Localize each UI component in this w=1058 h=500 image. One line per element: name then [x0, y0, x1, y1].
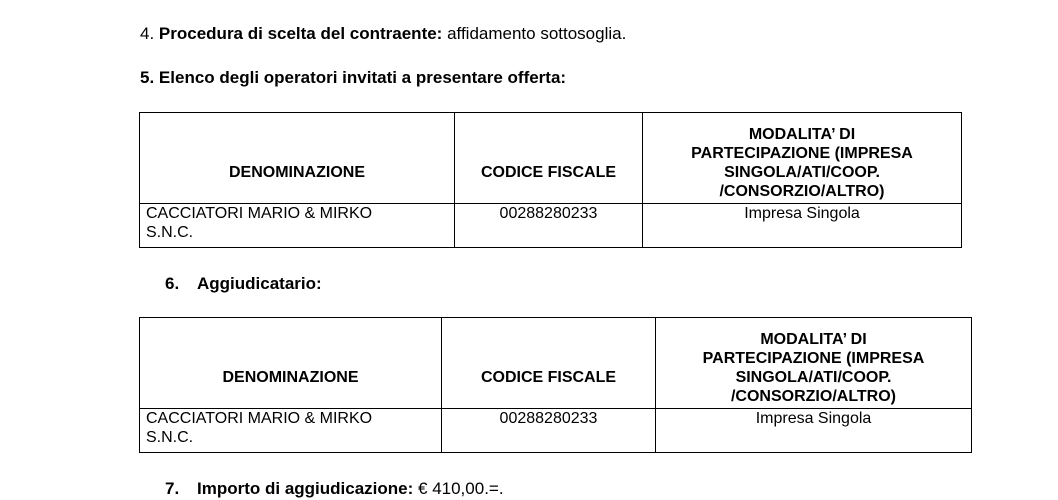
- table-row: [140, 409, 972, 453]
- cell-modalita: Impresa Singola: [643, 204, 962, 248]
- table-row: [140, 204, 962, 248]
- table-header-row: [140, 113, 962, 204]
- table-header-row: [140, 318, 972, 409]
- item-4-number: 4.: [140, 24, 155, 43]
- item-7-number: 7.: [165, 479, 180, 498]
- header-denominazione: DENOMINAZIONE: [140, 318, 442, 409]
- header-modalita: MODALITA’ DI PARTECIPAZIONE (IMPRESA SINGOLA/ATI/COOP. /CONSORZIO/ALTRO): [643, 113, 962, 204]
- item-7-label: Importo di aggiudicazione:: [197, 479, 414, 498]
- cell-codice-fiscale: 00288280233: [455, 204, 643, 248]
- item-7-value: € 410,00.=.: [418, 479, 504, 498]
- item-4-value: affidamento sottosoglia.: [447, 24, 627, 43]
- item-7: [165, 479, 504, 499]
- winner-table: [139, 317, 972, 453]
- item-5-number: 5.: [140, 68, 155, 87]
- item-4: [140, 24, 626, 44]
- cell-denominazione: CACCIATORI MARIO & MIRKO S.N.C.: [140, 409, 442, 453]
- item-6-label: Aggiudicatario:: [197, 274, 322, 293]
- item-5: [140, 68, 566, 88]
- header-denominazione: DENOMINAZIONE: [140, 113, 455, 204]
- item-6: [165, 274, 322, 294]
- cell-codice-fiscale: 00288280233: [442, 409, 656, 453]
- cell-modalita: Impresa Singola: [656, 409, 972, 453]
- item-4-label: Procedura di scelta del contraente:: [158, 24, 443, 43]
- item-6-number: 6.: [165, 274, 180, 293]
- header-modalita: MODALITA’ DI PARTECIPAZIONE (IMPRESA SINGOLA/ATI/COOP. /CONSORZIO/ALTRO): [656, 318, 972, 409]
- header-codice-fiscale: CODICE FISCALE: [455, 113, 643, 204]
- cell-denominazione: CACCIATORI MARIO & MIRKO S.N.C.: [140, 204, 455, 248]
- invited-operators-table: [139, 112, 962, 248]
- item-5-label: Elenco degli operatori invitati a presentare offerta:: [158, 68, 567, 87]
- header-codice-fiscale: CODICE FISCALE: [442, 318, 656, 409]
